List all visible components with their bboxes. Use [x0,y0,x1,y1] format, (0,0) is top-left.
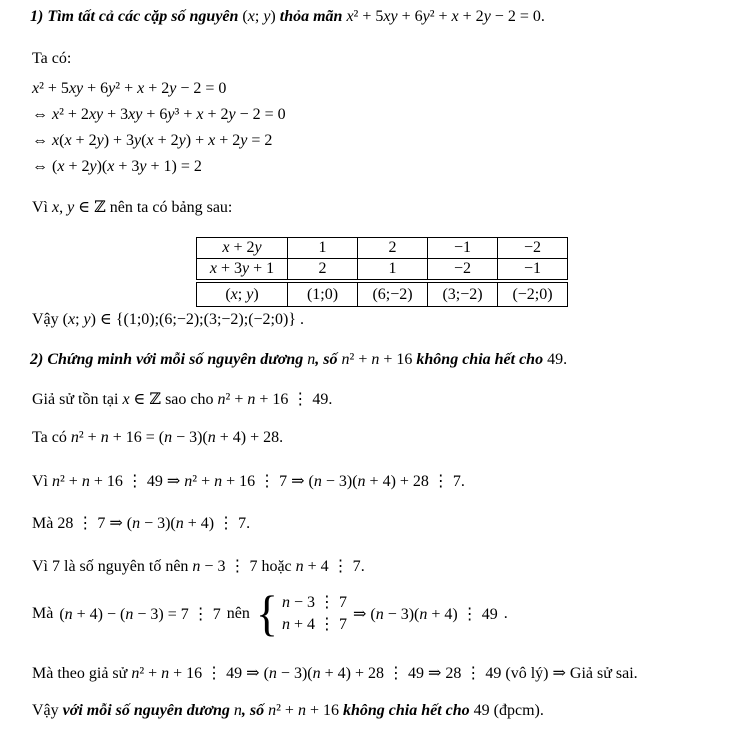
text-segment: Giả sử tồn tại [32,391,119,408]
table-cell: −1 [428,238,498,259]
table-cell: 2 [288,259,358,280]
table-row [197,238,568,259]
table-cell: −2 [428,259,498,280]
heading-text: 2) Chứng minh với mỗi số nguyên dương [30,351,304,368]
table-cell: 2 [358,238,428,259]
text-segment: Vì 7 là số nguyên tố nên [32,558,189,575]
table-cell: 1 [288,238,358,259]
text-segment: Mà [32,515,54,532]
text-segment: Mà [32,604,54,622]
math-segment: 49 [473,702,490,719]
table-cell: −2 [498,238,568,259]
case-line: n − 3 ⋮ 7 [281,594,347,612]
period: . [328,391,333,408]
heading-text: không chia hết cho [416,351,544,368]
table-row-label: x + 3y + 1 [197,259,288,280]
period: . [246,515,251,532]
final-conclusion-line [32,702,544,720]
table-cell: 1 [358,259,428,280]
period: . [503,604,508,622]
math-segment: ⇒ [552,665,566,682]
text-segment: hoặc [261,558,292,575]
heading-text: thỏa mãn [279,8,343,25]
table-cell: (3;−2) [428,283,498,307]
period: . [563,351,568,368]
table-row [197,283,568,307]
system-cases [282,593,347,634]
math-segment: n − 3 ⋮ 7 [192,558,258,575]
text-segment: Giả sử sai. [569,665,638,682]
math-segment: 49 [547,351,564,368]
equation-3: ⇔ x(x + 2y) + 3y(x + 2y) + x + 2y = 2 [32,132,273,149]
text-segment: Ta có [32,429,67,446]
math-segment: n [233,702,242,719]
table-row [197,259,568,280]
math-segment: n² + n + 16 [341,351,413,368]
ta-co-line [32,50,71,68]
period: . [279,429,284,446]
math-segment: (x; y) [242,8,276,25]
heading-text: 1) Tìm tất cả các cặp số nguyên [30,8,239,25]
text-segment: Mà theo giả sử [32,665,128,682]
math-segment: x ∈ ℤ [122,391,162,408]
prime-7-line [32,556,365,576]
divisible-7-line [32,471,465,491]
pairs-table-top [196,237,568,280]
table-cell: −1 [498,259,568,280]
contradiction-line [32,663,638,683]
math-segment: x, y ∈ ℤ [52,199,106,216]
problem1-heading [30,8,545,26]
period: . [460,473,465,490]
case-line: n + 4 ⋮ 7 [281,616,347,634]
text-segment: sao cho [165,391,214,408]
text-segment: Vì [32,199,48,216]
math-segment: n² + n + 16 ⋮ 49 [217,391,329,408]
math-segment: (x; y) ∈ {(1;0);(6;−2);(3;−2);(−2;0)} [62,311,296,328]
text-segment: Vậy [32,311,59,328]
math-segment: (n + 4) − (n − 3) = 7 ⋮ 7 [59,605,221,623]
problem1-conclusion [32,309,304,329]
bold-text: không chia hết cho [342,702,470,719]
equation-1: x² + 5xy + 6y² + x + 2y − 2 = 0 [32,80,227,97]
left-brace: { [255,585,278,642]
math-segment: n² + n + 16 = (n − 3)(n + 4) + 28 [70,429,280,446]
text-segment: Vậy [32,702,59,719]
math-segment: 28 ⋮ 7 ⇒ (n − 3)(n + 4) ⋮ 7 [57,515,247,532]
table-row-label: x + 2y [197,238,288,259]
math-segment: x² + 5xy + 6y² + x + 2y − 2 = 0 [346,8,541,25]
equation-2: ⇔ x² + 2xy + 3xy + 6y³ + x + 2y − 2 = 0 [32,106,286,123]
ma-28-line [32,513,250,533]
equation-4: ⇔ (x + 2y)(x + 3y + 1) = 2 [32,158,202,175]
period: . [360,558,365,575]
heading-text: , số [315,351,338,368]
text-segment: (đpcm). [493,702,544,719]
bold-text: , số [241,702,265,719]
math-segment: n + 4 ⋮ 7 [295,558,361,575]
system-line [32,585,508,642]
expansion-line [32,429,283,447]
table-intro-line [32,197,232,217]
table-cell: (6;−2) [358,283,428,307]
math-segment: n² + n + 16 ⋮ 49 ⇒ (n − 3)(n + 4) + 28 ⋮ 49 ⇒ 28 ⋮ 49 [131,665,502,682]
math-segment: n² + n + 16 ⋮ 49 ⇒ n² + n + 16 ⋮ 7 ⇒ (n − 3)(n + 4) + 28 ⋮ 7 [52,473,461,490]
text-segment: Ta có: [32,50,72,67]
text-segment: (vô lý) [505,665,549,682]
table-cell: (−2;0) [498,283,568,307]
assumption-line [32,389,332,409]
math-segment: n² + n + 16 [268,702,339,719]
pairs-table-bottom [196,282,568,307]
text-segment: nên ta có bảng sau: [109,199,233,216]
math-segment: n [307,351,316,368]
pairs-table [196,237,568,307]
period: . [540,8,545,25]
bold-text: với mỗi số nguyên dương [62,702,230,719]
problem2-heading [30,351,567,369]
text-segment: Vì [32,473,48,490]
period: . [300,311,304,328]
text-segment: nên [226,604,250,622]
math-segment: ⇒ (n − 3)(n + 4) ⋮ 49 [352,605,498,623]
table-cell: (1;0) [288,283,358,307]
table-row-label: (x; y) [197,283,288,307]
